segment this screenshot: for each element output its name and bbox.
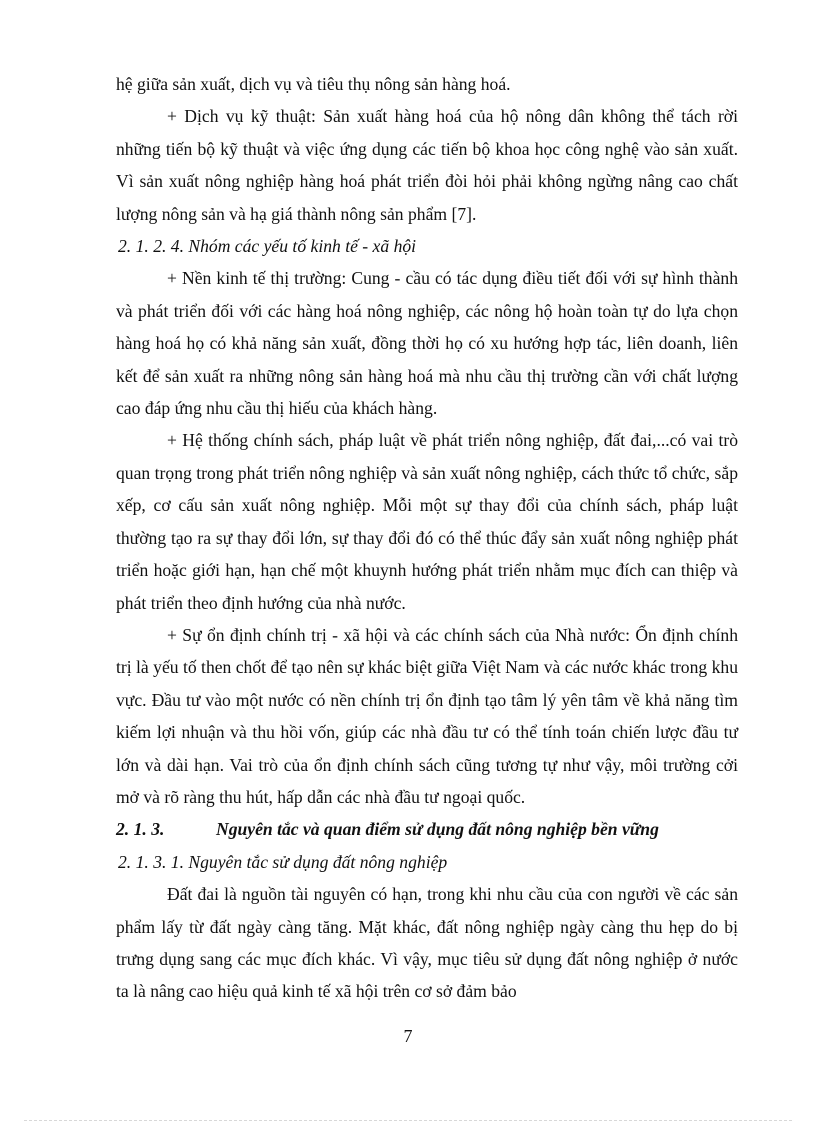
section-heading-2-1-3 [116,813,738,845]
paragraph-continuation: hệ giữa sản xuất, dịch vụ và tiêu thụ nông sản hàng hoá. [116,74,511,94]
page-bottom-divider [24,1120,792,1121]
section-number: 2. 1. 3. [116,819,165,840]
subheading-2-1-3-1: 2. 1. 3. 1. Nguyên tắc sử dụng đất nông nghiệp [118,851,448,872]
page-number: 7 [403,1026,413,1046]
paragraph-political-stability: + Sự ổn định chính trị - xã hội và các chính sách của Nhà nước: Ổn định chính trị là yếu tố then chốt để tạo nên sự khác biệt giữa Việt Nam và các nước khác trong khu vực. Đầu tư vào một nước có nền chính trị ổn định tạo tâm lý yên tâm về khả năng tìm kiếm lợi nhuận và thu hồi vốn, giúp các nhà đầu tư có thể tính toán chiến lược đầu tư lớn và dài hạn. Vai trò của ổn định chính sách cũng tương tự như vậy, môi trường cởi mở và rõ ràng thu hút, hấp dẫn các nhà đầu tư ngoại quốc. [116,624,738,807]
subheading-2-1-2-4: 2. 1. 2. 4. Nhóm các yếu tố kinh tế - xã hội [118,236,417,257]
section-title: Nguyên tắc và quan điểm sử dụng đất nông nghiệp bền vững [216,819,659,840]
paragraph-technical-services: + Dịch vụ kỹ thuật: Sản xuất hàng hoá của hộ nông dân không thể tách rời những tiến bộ kỹ thuật và việc ứng dụng các tiến bộ khoa học công nghệ vào sản xuất. Vì sản xuất nông nghiệp hàng hoá phát triển đòi hỏi phải không ngừng nâng cao chất lượng nông sản và hạ giá thành nông sản phẩm [7]. [116,106,738,224]
paragraph-market-economy: + Nền kinh tế thị trường: Cung - cầu có tác dụng điều tiết đối với sự hình thành và phát triển đối với các hàng hoá nông nghiệp, các nông hộ hoàn toàn tự do lựa chọn hàng hoá họ có khả năng sản xuất, đồng thời họ có xu hướng hợp tác, liên doanh, liên kết để sản xuất ra những nông sản hàng hoá mà nhu cầu thị trường cần với chất lượng cao đáp ứng nhu cầu thị hiếu của khách hàng. [116,268,738,419]
body-text [116,68,738,1008]
paragraph-policy-system: + Hệ thống chính sách, pháp luật về phát triển nông nghiệp, đất đai,...có vai trò quan trọng trong phát triển nông nghiệp và sản xuất nông nghiệp, cách thức tổ chức, sắp xếp, cơ cấu sản xuất nông nghiệp. Mỗi một sự thay đổi của chính sách, pháp luật thường tạo ra sự thay đổi lớn, sự thay đổi đó có thể thúc đẩy sản xuất nông nghiệp phát triển hoặc giới hạn, hạn chế một khuynh hướng phát triển nhằm mục đích can thiệp và phát triển theo định hướng của nhà nước. [116,430,738,613]
paragraph-land-resources: Đất đai là nguồn tài nguyên có hạn, trong khi nhu cầu của con người về các sản phẩm lấy từ đất ngày càng tăng. Mặt khác, đất nông nghiệp ngày càng thu hẹp do bị trưng dụng sang các mục đích khác. Vì vậy, mục tiêu sử dụng đất nông nghiệp ở nước ta là nâng cao hiệu quả kinh tế xã hội trên cơ sở đảm bảo [116,884,738,1002]
